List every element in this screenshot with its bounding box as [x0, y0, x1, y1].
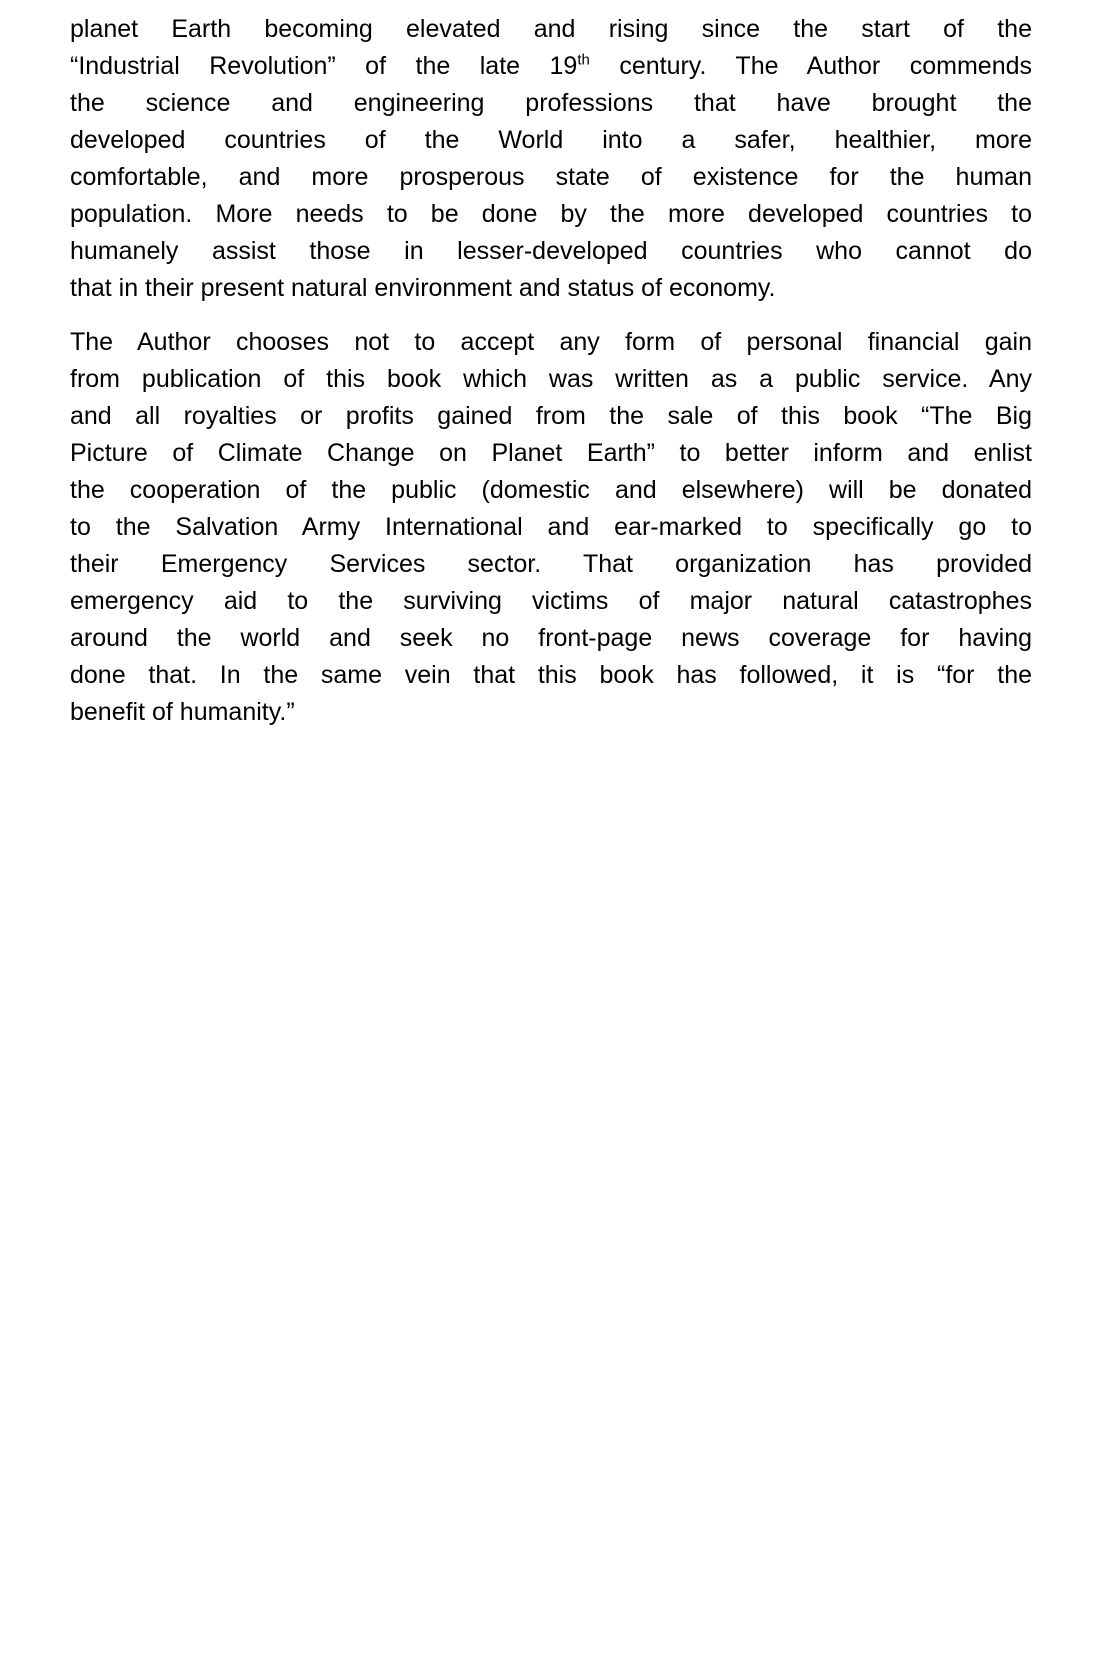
text-line: [70, 48, 1032, 85]
text-line: [70, 435, 1032, 472]
text-line: [70, 694, 1032, 731]
text-line: [70, 546, 1032, 583]
text-line: [70, 583, 1032, 620]
text-segment: century. The Author commends: [589, 52, 1032, 80]
text-segment: humanely assist those in lesser-developed countries who cannot do: [70, 237, 1032, 265]
text-line: [70, 472, 1032, 509]
text-segment: emergency aid to the surviving victims of major natural catastrophes: [70, 587, 1032, 615]
text-line: [70, 398, 1032, 435]
text-segment: and all royalties or profits gained from the sale of this book “The Big: [70, 402, 1032, 430]
text-segment: around the world and seek no front-page news coverage for having: [70, 624, 1032, 652]
superscript-ordinal: th: [577, 51, 590, 69]
text-segment: comfortable, and more prosperous state of existence for the human: [70, 163, 1032, 191]
text-segment: benefit of humanity.”: [70, 698, 295, 726]
text-segment: planet Earth becoming elevated and rising since the start of the: [70, 15, 1032, 43]
text-segment: population. More needs to be done by the more developed countries to: [70, 200, 1032, 228]
text-segment: Picture of Climate Change on Planet Earth” to better inform and enlist: [70, 439, 1032, 467]
paragraph-1: [70, 11, 1032, 307]
text-line: [70, 233, 1032, 270]
text-segment: their Emergency Services sector. That organization has provided: [70, 550, 1032, 578]
paragraph-2: [70, 324, 1032, 731]
text-line: [70, 85, 1032, 122]
text-segment: done that. In the same vein that this book has followed, it is “for the: [70, 661, 1032, 689]
text-line: [70, 270, 1032, 307]
text-segment: developed countries of the World into a safer, healthier, more: [70, 126, 1032, 154]
text-line: [70, 509, 1032, 546]
text-segment: to the Salvation Army International and ear-marked to specifically go to: [70, 513, 1032, 541]
text-line: [70, 11, 1032, 48]
text-segment: from publication of this book which was written as a public service. Any: [70, 365, 1032, 393]
text-line: [70, 620, 1032, 657]
document-text: [70, 11, 1032, 748]
text-line: [70, 324, 1032, 361]
text-segment: the science and engineering professions that have brought the: [70, 89, 1032, 117]
text-segment: “Industrial Revolution” of the late 19: [70, 52, 578, 80]
text-line: [70, 159, 1032, 196]
text-line: [70, 361, 1032, 398]
text-segment: The Author chooses not to accept any form of personal financial gain: [70, 328, 1032, 356]
text-line: [70, 657, 1032, 694]
text-segment: that in their present natural environment and status of economy.: [70, 274, 776, 302]
text-segment: the cooperation of the public (domestic and elsewhere) will be donated: [70, 476, 1032, 504]
text-line: [70, 196, 1032, 233]
text-line: [70, 122, 1032, 159]
